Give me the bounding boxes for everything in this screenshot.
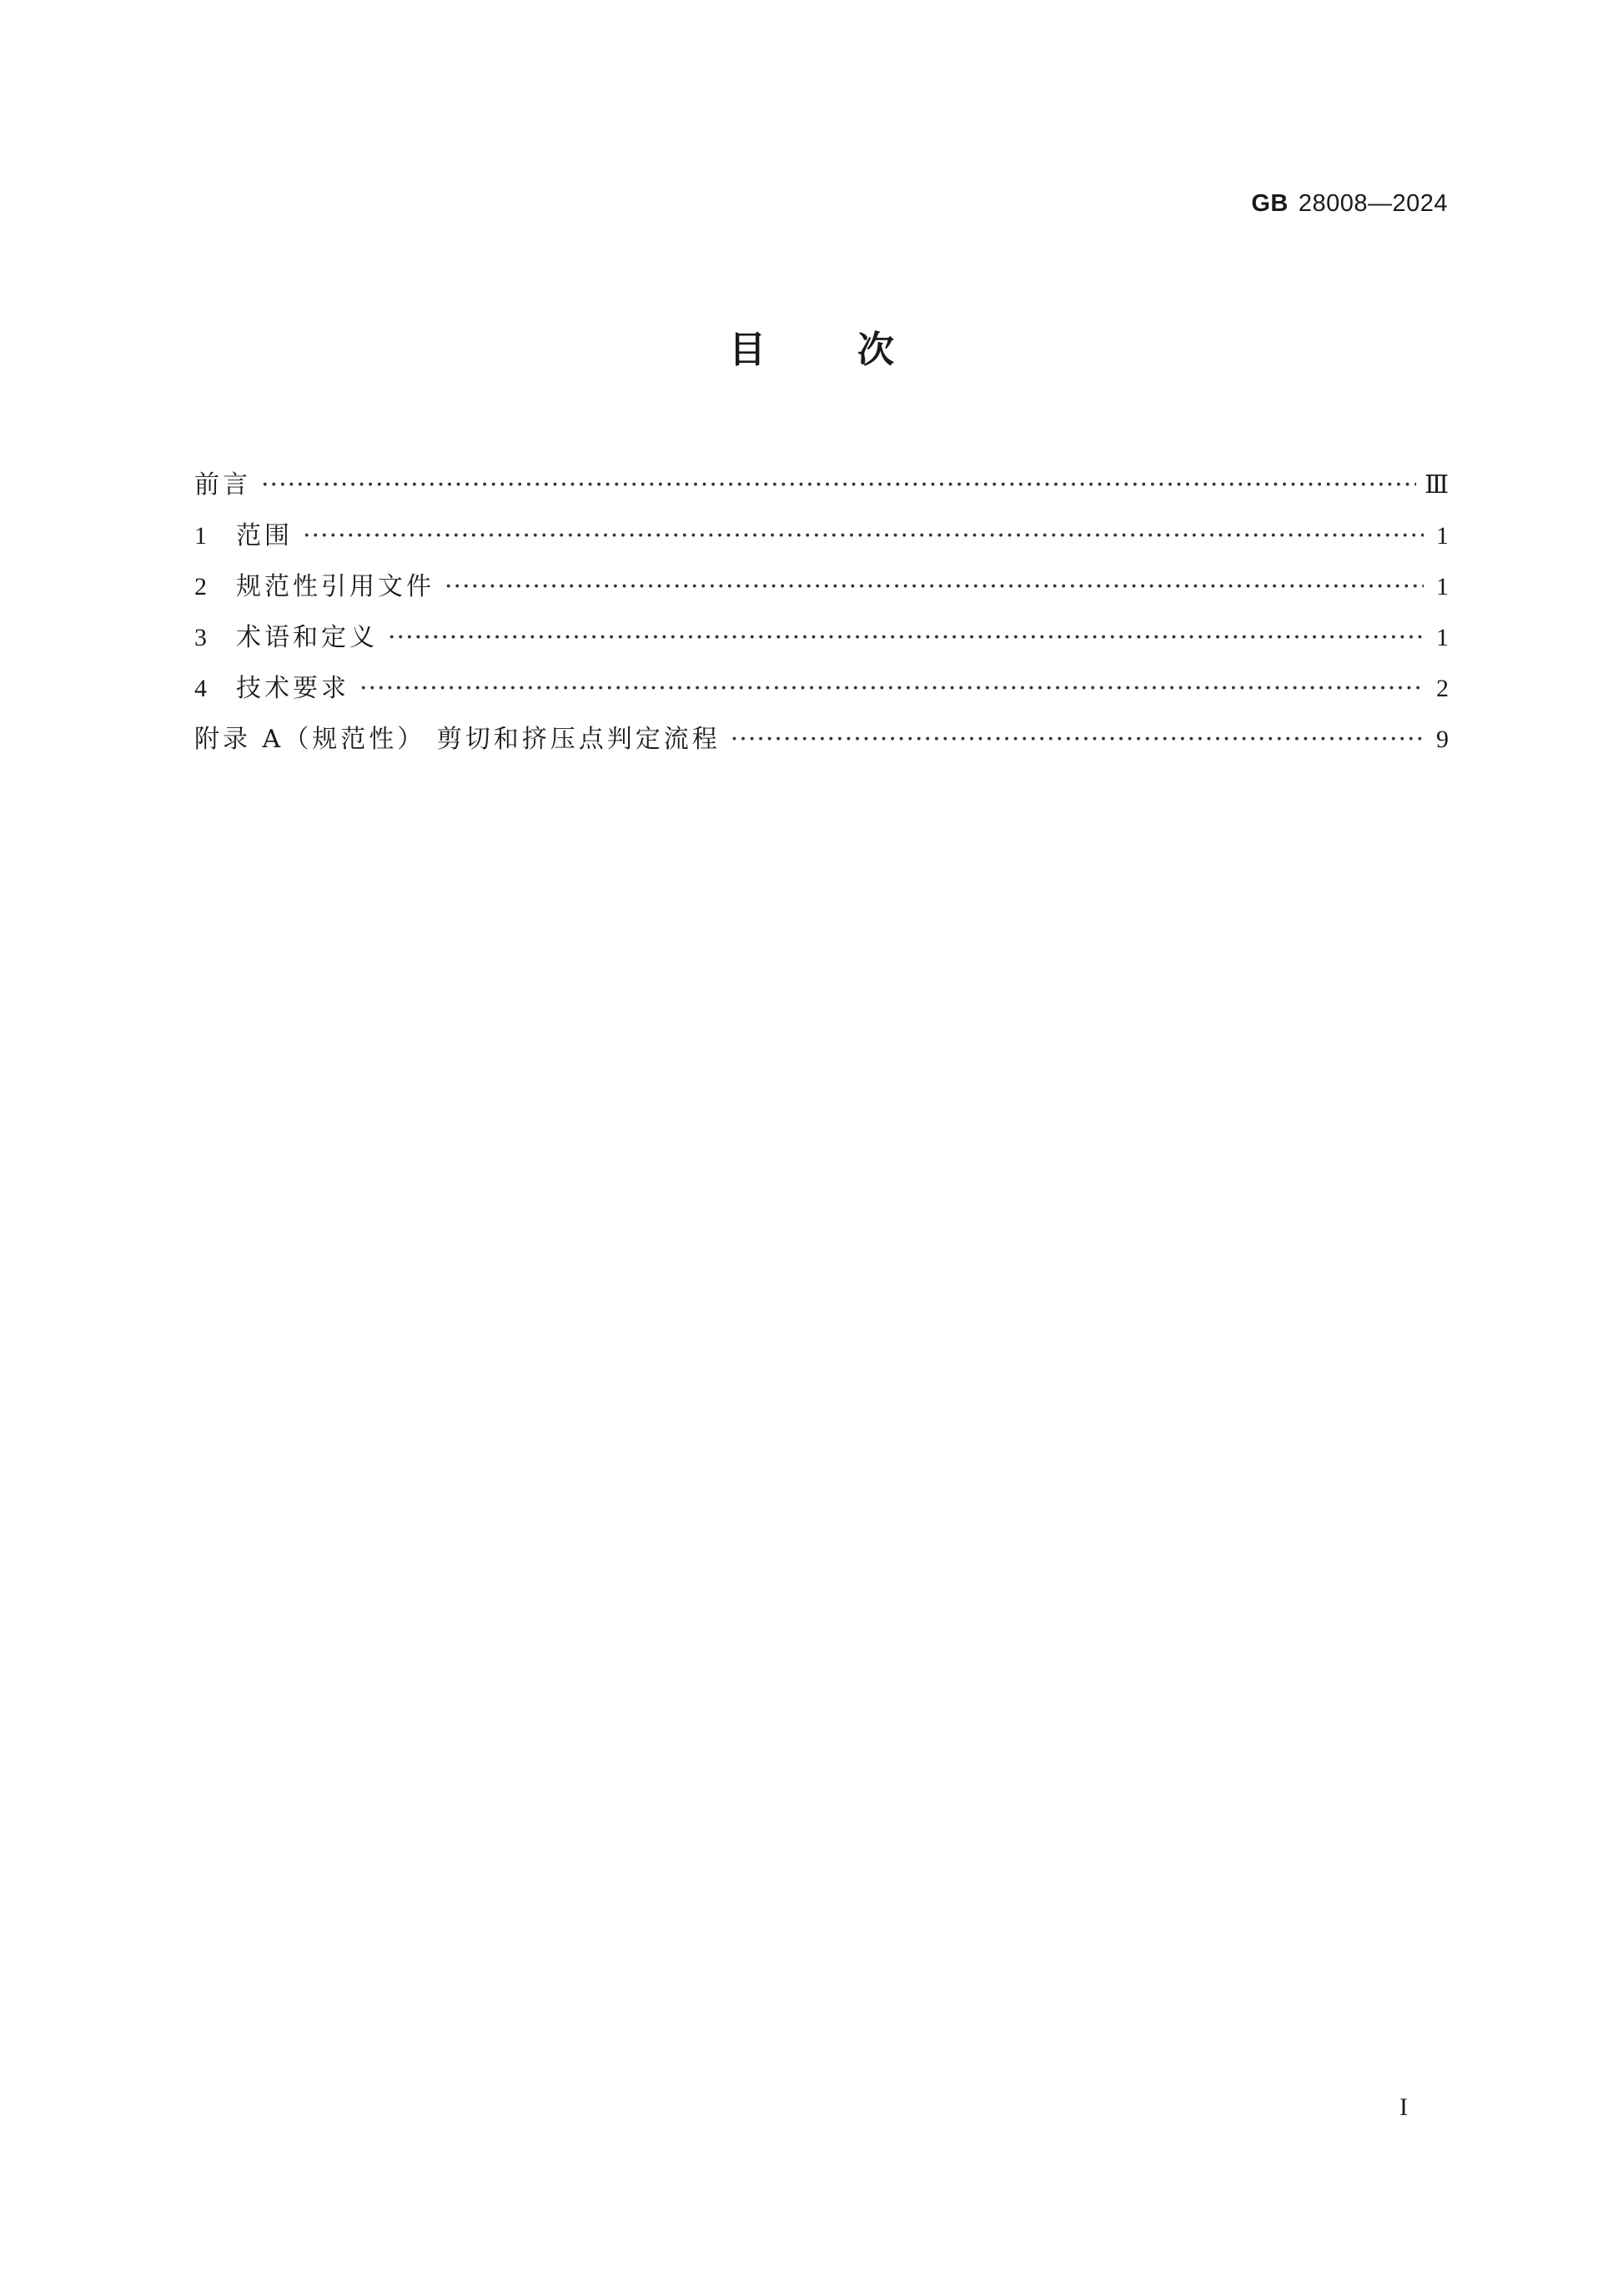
toc-entry-normative-references[interactable]: [194, 561, 1449, 612]
toc-entry-label: 术语和定义: [236, 623, 378, 652]
toc-entry-terms-definitions[interactable]: [194, 612, 1449, 663]
toc-leader-dots: [731, 714, 1424, 765]
page-number: I: [1399, 2093, 1408, 2121]
toc-leader-dots: [359, 663, 1424, 714]
title-char-2: 次: [857, 329, 894, 371]
toc-leader-dots: [445, 561, 1424, 612]
toc-entry-number: 3: [194, 624, 207, 651]
toc-leader-dots: [303, 510, 1424, 561]
title-char-1: 目: [729, 329, 766, 371]
toc-entry-label: 附录 A（规范性） 剪切和挤压点判定流程: [194, 725, 721, 754]
toc-entry-scope[interactable]: [194, 510, 1449, 561]
toc-entry-number: 1: [194, 522, 207, 550]
toc-entry-annex-a[interactable]: [194, 714, 1449, 765]
toc-entry-page: 1: [1436, 624, 1449, 651]
toc-entry-label: 范围: [236, 521, 293, 550]
toc-leader-dots: [388, 612, 1424, 663]
toc-entry-foreword[interactable]: [194, 460, 1449, 510]
page-title: [0, 329, 1623, 371]
toc-entry-number: 2: [194, 573, 207, 600]
standard-code: [1251, 190, 1448, 218]
toc-entry-page: 2: [1436, 675, 1449, 702]
toc-entry-label: 规范性引用文件: [236, 572, 435, 601]
toc-entry-number: 4: [194, 675, 207, 702]
standard-number: 28008—2024: [1298, 190, 1448, 217]
toc-entry-page: 9: [1436, 726, 1449, 753]
toc-entry-label: 前言: [194, 470, 251, 500]
toc-entry-technical-requirements[interactable]: [194, 663, 1449, 714]
toc-entry-label: 技术要求: [236, 674, 349, 703]
table-of-contents: [194, 460, 1449, 765]
toc-leader-dots: [261, 460, 1416, 510]
standard-prefix: GB: [1251, 190, 1289, 217]
toc-entry-page: 1: [1436, 522, 1449, 550]
toc-entry-page: Ⅲ: [1425, 471, 1449, 499]
toc-entry-page: 1: [1436, 573, 1449, 600]
